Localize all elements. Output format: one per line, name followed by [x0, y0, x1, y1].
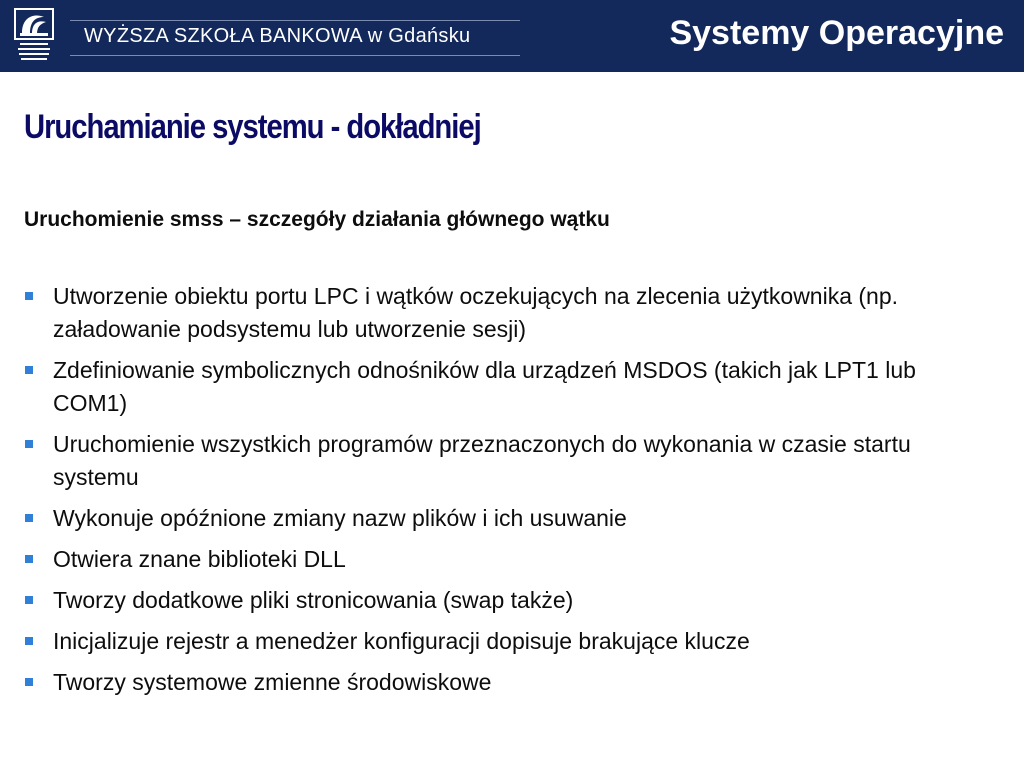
list-item [24, 280, 984, 346]
list-item-text: Utworzenie obiektu portu LPC i wątków oczekujących na zlecenia użytkownika (np. załadowanie podsystemu lub utworzenie sesji) [53, 283, 899, 342]
slide-title: Uruchamianie systemu - dokładniej [24, 108, 481, 146]
list-item-text: Tworzy dodatkowe pliki stronicowania (swap także) [53, 587, 574, 613]
list-item-text: Otwiera znane biblioteki DLL [53, 546, 346, 572]
bullet-square-icon [25, 555, 33, 563]
list-item [24, 543, 984, 576]
school-name-frame [70, 20, 520, 56]
bullet-square-icon [25, 678, 33, 686]
bullet-square-icon [25, 637, 33, 645]
list-item [24, 354, 984, 420]
bullet-square-icon [25, 366, 33, 374]
list-item-text: Zdefiniowanie symbolicznych odnośników dla urządzeń MSDOS (takich jak LPT1 lub COM1) [53, 357, 916, 416]
slide-subtitle: Uruchomienie smss – szczegóły działania głównego wątku [24, 208, 610, 231]
bullet-list [24, 280, 984, 707]
school-logo [12, 7, 56, 67]
list-item [24, 428, 984, 494]
list-item [24, 625, 984, 658]
bullet-square-icon [25, 596, 33, 604]
list-item-text: Uruchomienie wszystkich programów przeznaczonych do wykonania w czasie startu systemu [53, 431, 911, 490]
bullet-square-icon [25, 514, 33, 522]
course-title: Systemy Operacyjne [669, 14, 1004, 52]
list-item [24, 584, 984, 617]
list-item [24, 666, 984, 699]
bullet-square-icon [25, 440, 33, 448]
school-name: WYŻSZA SZKOŁA BANKOWA w Gdańsku [84, 25, 471, 47]
list-item-text: Wykonuje opóźnione zmiany nazw plików i ich usuwanie [53, 505, 627, 531]
header-bar [0, 0, 1024, 72]
bullet-square-icon [25, 292, 33, 300]
list-item-text: Inicjalizuje rejestr a menedżer konfiguracji dopisuje brakujące klucze [53, 628, 750, 654]
list-item [24, 502, 984, 535]
list-item-text: Tworzy systemowe zmienne środowiskowe [53, 669, 492, 695]
